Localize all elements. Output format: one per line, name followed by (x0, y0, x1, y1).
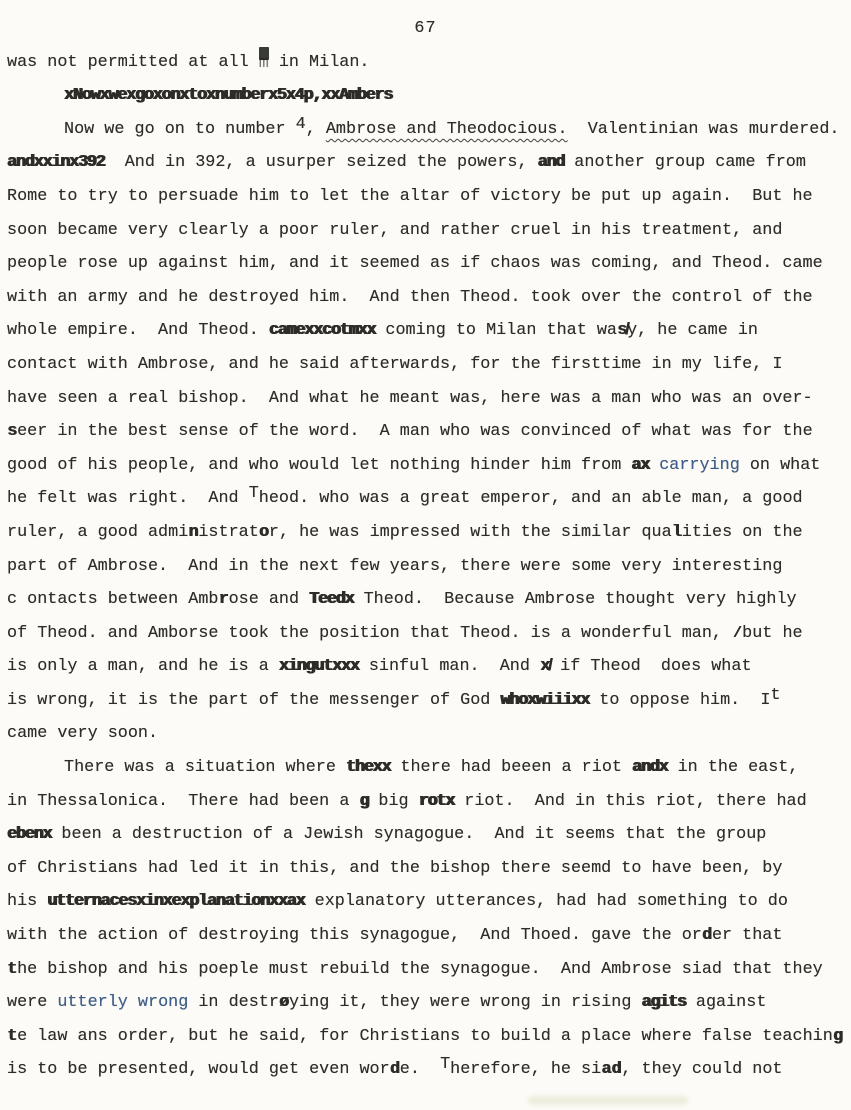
text-run: people rose up against him, and it seemed as if chaos was coming, and Theod. came (7, 254, 823, 274)
text-line (7, 885, 851, 919)
text-run: r, he was impressed with the similar qua (268, 522, 672, 542)
struckout-text: whoxwiiixx (500, 690, 590, 710)
text-run: herefore, he si (450, 1060, 602, 1080)
text-line (7, 818, 851, 852)
text-run: his (7, 892, 48, 912)
ink-blot: m (259, 47, 269, 60)
struckout-text: ax (631, 455, 650, 475)
text-run: been a destruction of a Jewish synagogue. And it seems that the group (51, 825, 767, 845)
overstruck-text: d (701, 926, 712, 946)
struckout-text: thexx (345, 758, 391, 778)
overstruck-text: r (218, 590, 229, 610)
overstruck-text: n (188, 522, 199, 542)
text-run: sinful man. And (358, 657, 541, 677)
text-line (7, 550, 851, 584)
struckout-text: rotx (418, 791, 455, 811)
text-run (649, 456, 659, 475)
text-run: y, he came in (627, 321, 758, 341)
text-run: is only a man, and he is a (7, 657, 279, 677)
text-line (7, 1053, 851, 1087)
struckout-text: ebenx (7, 825, 52, 845)
text-line (7, 482, 851, 516)
text-run: another group came from (564, 153, 806, 173)
text-run: in the east, (667, 758, 799, 778)
text-line (7, 46, 851, 80)
text-run: coming to Milan that wa (375, 321, 617, 341)
blue-ink-text: utterly wrong (57, 993, 189, 1013)
blue-ink-text: carrying (659, 455, 740, 475)
text-run: he felt was right. And (7, 489, 249, 509)
struckout-text: utternacesxinxexplanationxxax (47, 892, 305, 912)
text-run: is to be presented, would get even wor (7, 1060, 390, 1080)
text-run: c ontacts between Amb (7, 590, 219, 610)
text-run: if Theod does what (550, 657, 752, 677)
text-line (7, 919, 851, 953)
overstruck-text: g (832, 1026, 843, 1046)
struckout-text: g (359, 791, 369, 811)
text-line (7, 717, 851, 751)
text-run: er that (711, 926, 783, 946)
hand-underlined-text: Ambrose and Theodocious. (325, 119, 568, 139)
text-run: have seen a real bishop. And what he meant was, here was a man who was an over- (7, 388, 813, 408)
text-run: There was a situation where (64, 758, 346, 778)
overstruck-text: l (671, 522, 682, 542)
document-body (0, 46, 851, 1087)
text-run: with an army and he destroyed him. And then Theod. took over the control of the (7, 287, 813, 307)
text-line (7, 449, 851, 483)
text-line (7, 247, 851, 281)
struckout-text: andxxinx392 (7, 153, 105, 173)
text-run: in Thessalonica. There had been a (7, 791, 360, 811)
struckout-text: and (537, 153, 565, 173)
text-line (7, 852, 851, 886)
text-line (7, 986, 851, 1020)
text-line (7, 516, 851, 550)
text-run: e law ans order, but he said, for Christians to build a place where false teachin (17, 1026, 833, 1046)
text-run: he bishop and his poeple must rebuild the synagogue. And Ambrose siad that they (17, 959, 823, 979)
overstruck-text: ø (278, 993, 289, 1013)
text-line (7, 617, 851, 651)
text-run: of Theod. and Amborse took the position that Theod. is a wonderful man, (7, 623, 733, 643)
text-run: was not permitted at all (7, 52, 259, 72)
text-run: ose and (228, 590, 310, 610)
text-run: Valentinian was murdered. (567, 119, 840, 139)
struckout-text: agits (641, 993, 686, 1013)
text-run: , (305, 119, 326, 139)
text-run: with the action of destroying this synagogue, And Thoed. gave the or (7, 926, 702, 946)
text-line (7, 281, 851, 315)
text-line (7, 953, 851, 987)
text-line (7, 180, 851, 214)
text-line (7, 1020, 851, 1054)
page-number: 67 (414, 19, 437, 38)
text-run: Rome to try to persuade him to let the altar of victory be put up again. But he (7, 186, 813, 206)
text-line (7, 751, 851, 785)
raised-char: 4 (295, 114, 306, 134)
overstruck-text: d (389, 1060, 400, 1080)
text-line (7, 348, 851, 382)
text-run: e. (399, 1060, 441, 1080)
text-run: explanatory utterances, had had something to do (304, 892, 788, 912)
text-run: soon became very clearly a poor ruler, and rather cruel in his treatment, and (7, 220, 783, 240)
raised-char: T (440, 1055, 451, 1075)
text-run: contact with Ambrose, and he said afterwards, for the firsttime in my life, I (7, 354, 783, 374)
text-line (7, 113, 851, 147)
text-run: in Milan. (268, 52, 370, 72)
text-run: , they could not (621, 1060, 783, 1080)
struckout-text: Teedx (309, 590, 354, 610)
text-line (7, 785, 851, 819)
text-run: ities on the (681, 522, 803, 542)
text-run: eer in the best sense of the word. A man who was convinced of what was for the (17, 422, 813, 442)
text-run: to oppose him. I (589, 690, 771, 710)
text-run: is wrong, it is the part of the messenger of God (7, 690, 501, 710)
text-run: in destr (188, 993, 279, 1013)
text-line (7, 214, 851, 248)
text-run: big (368, 791, 419, 811)
text-run: there had beeen a riot (390, 758, 633, 778)
overstruck-text: s̸ (617, 321, 628, 341)
text-run: came very soon. (7, 724, 159, 744)
text-run: but he (742, 623, 803, 643)
text-run: Theod. Because Ambrose thought very highly (353, 590, 797, 610)
text-run: heod. who was a great emperor, and an able man, a good (258, 489, 803, 509)
struckout-text: xNowxwexgoxonxtoxnumberx5x4p,xxAmbers (64, 86, 393, 106)
text-run: part of Ambrose. And in the next few years, there were some very interesting (7, 556, 783, 576)
text-run: Now we go on to number (64, 119, 296, 139)
text-run: ying it, they were wrong in rising (289, 993, 642, 1013)
text-run: on what (739, 455, 821, 475)
text-line (7, 146, 851, 180)
text-line (7, 382, 851, 416)
overstruck-text: o (258, 522, 269, 542)
text-run: whole empire. And Theod. (7, 321, 269, 341)
overstruck-text: t (7, 959, 18, 979)
overstruck-text: x̸ (540, 657, 551, 677)
text-run: against (685, 993, 767, 1013)
text-run: riot. And in this riot, there had (454, 791, 807, 811)
text-run: And in 392, a usurper seized the powers, (104, 153, 538, 173)
struckout-text: andx (632, 758, 668, 778)
overstruck-text: t (7, 1026, 18, 1046)
overstruck-text: s (7, 422, 18, 442)
struckout-text: xingutxxx (278, 657, 359, 677)
text-run: ruler, a good admi (7, 522, 189, 542)
text-line (7, 650, 851, 684)
text-run: good of his people, and who would let nothing hinder him from (7, 455, 632, 475)
text-run: of Christians had led it in this, and the bishop there seemd to have been, by (7, 858, 783, 878)
scan-smudge (528, 1096, 688, 1105)
text-line (7, 79, 851, 113)
text-line (7, 314, 851, 348)
overstruck-text: ∕ (732, 623, 743, 643)
text-run: were (7, 993, 58, 1013)
text-run: istrat (198, 522, 259, 542)
text-line (7, 583, 851, 617)
struckout-text: camexxcotmxx (268, 321, 376, 341)
raised-char: T (248, 484, 259, 504)
text-line (7, 415, 851, 449)
raised-char: t (770, 685, 781, 705)
overstruck-text: ad (601, 1060, 622, 1080)
text-line (7, 684, 851, 718)
